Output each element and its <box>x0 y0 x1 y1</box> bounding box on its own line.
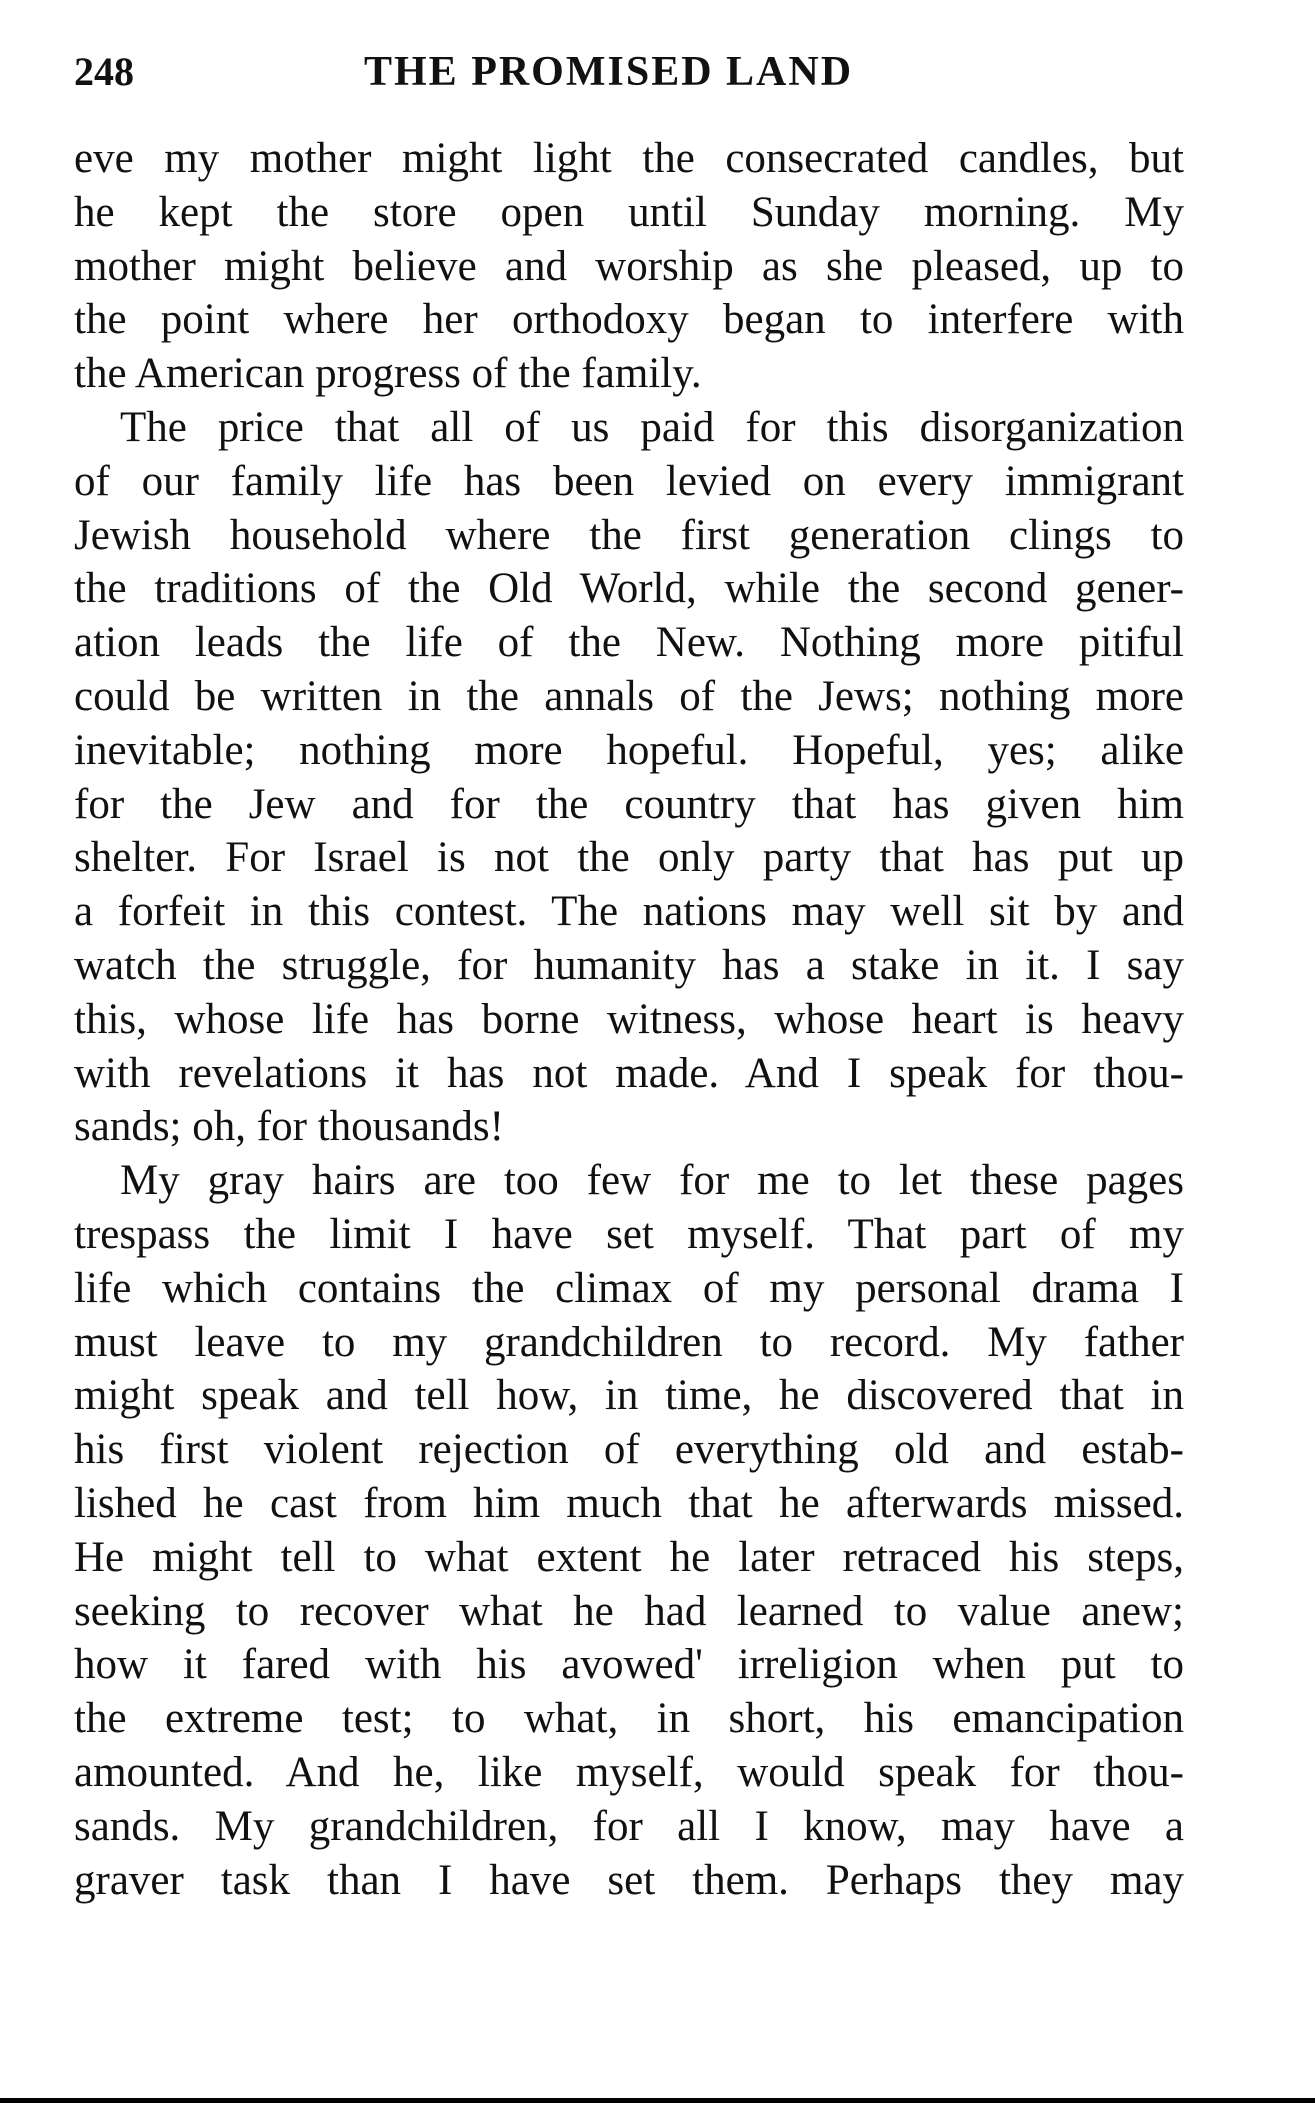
text-line: sands. My grandchildren, for all I know, may have a <box>74 1802 1184 1850</box>
text-line: the extreme test; to what, in short, his emancipation <box>74 1695 1184 1743</box>
text-line: watch the struggle, for humanity has a stake in it. I say <box>74 941 1184 989</box>
text-line: might speak and tell how, in time, he discovered that in <box>74 1372 1184 1420</box>
text-line: seeking to recover what he had learned to value anew; <box>74 1587 1184 1635</box>
text-line: trespass the limit I have set myself. That part of my <box>74 1210 1184 1258</box>
text-line: Jewish household where the first generation clings to <box>74 511 1184 559</box>
text-line: life which contains the climax of my personal drama I <box>74 1264 1184 1312</box>
page-header <box>74 42 1184 102</box>
text-line: sands; oh, for thousands! <box>74 1103 504 1151</box>
bottom-rule <box>0 2098 1315 2103</box>
text-line: eve my mother might light the consecrated candles, but <box>74 135 1184 182</box>
text-line: amounted. And he, like myself, would speak for thou- <box>74 1748 1184 1796</box>
text-line: a forfeit in this contest. The nations may well sit by and <box>74 888 1184 936</box>
text-line: mother might believe and worship as she pleased, up to <box>74 242 1184 290</box>
text-line: He might tell to what extent he later retraced his steps, <box>74 1533 1184 1581</box>
text-line: could be written in the annals of the Jews; nothing more <box>74 672 1184 720</box>
body-text <box>74 132 1184 1907</box>
text-line: inevitable; nothing more hopeful. Hopeful, yes; alike <box>74 726 1184 774</box>
text-line: of our family life has been levied on every immigrant <box>74 457 1184 505</box>
text-line: must leave to my grandchildren to record. My father <box>74 1318 1184 1366</box>
text-line: for the Jew and for the country that has given him <box>74 780 1184 828</box>
text-line: his first violent rejection of everything old and estab- <box>74 1426 1184 1474</box>
text-line: the point where her orthodoxy began to interfere with <box>74 296 1184 344</box>
text-line: the American progress of the family. <box>74 350 702 398</box>
text-line: lished he cast from him much that he afterwards missed. <box>74 1479 1184 1527</box>
text-line: The price that all of us paid for this disorganization <box>120 403 1184 451</box>
text-line: he kept the store open until Sunday morning. My <box>74 188 1184 236</box>
text-line: ation leads the life of the New. Nothing more pitiful <box>74 619 1184 667</box>
running-head: THE PROMISED LAND <box>364 49 854 95</box>
text-line: shelter. For Israel is not the only party that has put up <box>74 834 1184 882</box>
page-number: 248 <box>74 49 134 94</box>
text-line: My gray hairs are too few for me to let these pages <box>120 1157 1184 1205</box>
text-line: graver task than I have set them. Perhaps they may <box>74 1856 1184 1904</box>
text-line: with revelations it has not made. And I speak for thou- <box>74 1049 1184 1097</box>
text-line: this, whose life has borne witness, whose heart is heavy <box>74 995 1184 1043</box>
text-line: the traditions of the Old World, while the second gener- <box>74 565 1184 613</box>
text-line: how it fared with his avowed' irreligion when put to <box>74 1641 1184 1689</box>
